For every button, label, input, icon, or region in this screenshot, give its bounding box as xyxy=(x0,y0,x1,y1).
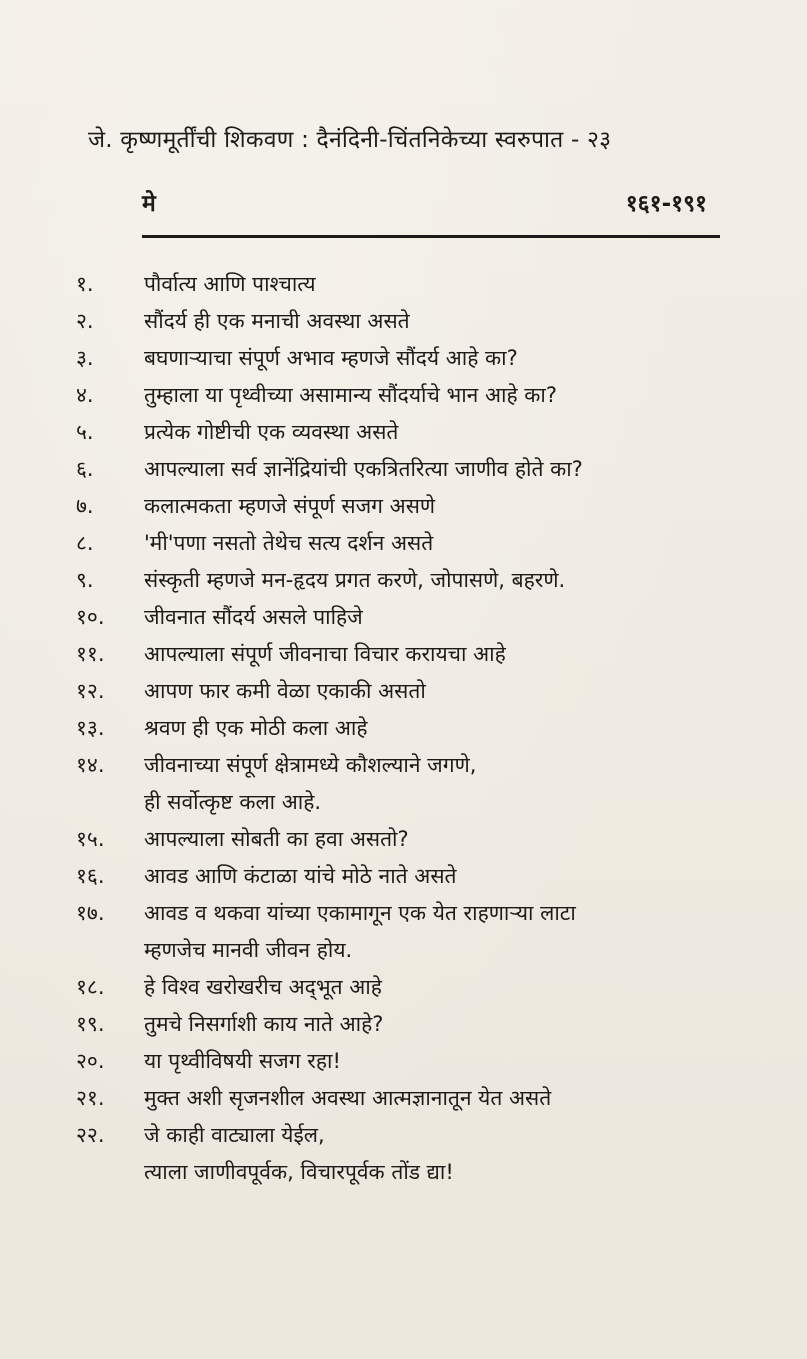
item-title xyxy=(144,488,736,525)
list-item xyxy=(76,562,736,599)
month-label: मे xyxy=(142,191,156,217)
list-item xyxy=(76,969,736,1006)
item-title-line: पौर्वात्य आणि पाश्चात्य xyxy=(144,272,316,296)
item-number: २०. xyxy=(76,1049,105,1073)
item-title xyxy=(144,673,736,710)
item-number: १२. xyxy=(76,679,105,703)
item-number: ४. xyxy=(76,383,94,407)
item-title-line: 'मी'पणा नसतो तेथेच सत्य दर्शन असते xyxy=(144,531,434,555)
item-title xyxy=(144,1080,736,1117)
item-title-line: आपल्याला सर्व ज्ञानेंद्रियांची एकत्रितरित्या जाणीव होते का? xyxy=(144,457,583,481)
list-item xyxy=(76,895,736,969)
item-title xyxy=(144,969,736,1006)
item-number: ८. xyxy=(76,531,94,555)
item-number: ९. xyxy=(76,568,94,592)
item-number: २२. xyxy=(76,1123,105,1147)
item-title xyxy=(144,599,736,636)
item-title-line: बघणाऱ्याचा संपूर्ण अभाव म्हणजे सौंदर्य आहे का? xyxy=(144,346,518,370)
item-number: ६. xyxy=(76,457,94,481)
list-item xyxy=(76,266,736,303)
item-title-line: आपल्याला संपूर्ण जीवनाचा विचार करायचा आहे xyxy=(144,642,506,666)
item-number: २. xyxy=(76,309,94,333)
item-title-line: म्हणजेच मानवी जीवन होय. xyxy=(144,938,353,962)
list-item xyxy=(76,821,736,858)
item-number: २१. xyxy=(76,1086,105,1110)
list-item xyxy=(76,414,736,451)
item-title-line: प्रत्येक गोष्टीची एक व्यवस्था असते xyxy=(144,420,399,444)
item-number: १७. xyxy=(76,901,105,925)
list-item xyxy=(76,340,736,377)
item-title-line: त्याला जाणीवपूर्वक, विचारपूर्वक तोंड द्या! xyxy=(144,1160,454,1184)
item-number: १०. xyxy=(76,605,105,629)
item-number: १८. xyxy=(76,975,105,999)
item-number: १३. xyxy=(76,716,105,740)
item-number: १. xyxy=(76,272,94,296)
item-title xyxy=(144,636,736,673)
list-item xyxy=(76,858,736,895)
item-number: १५. xyxy=(76,827,105,851)
item-number: ३. xyxy=(76,346,94,370)
item-title xyxy=(144,858,736,895)
item-title xyxy=(144,1117,736,1191)
item-title xyxy=(144,895,736,969)
running-title: जे. कृष्णमूर्तींची शिकवण : दैनंदिनी-चिंतनिकेच्या स्वरुपात - २३ xyxy=(88,127,612,153)
item-number: १४. xyxy=(76,753,105,777)
list-item xyxy=(76,303,736,340)
item-title-line: या पृथ्वीविषयी सजग रहा! xyxy=(144,1049,341,1073)
item-title-line: आपण फार कमी वेळा एकाकी असतो xyxy=(144,679,426,703)
list-item xyxy=(76,747,736,821)
item-title-line: मुक्त अशी सृजनशील अवस्था आत्मज्ञानातून येत असते xyxy=(144,1086,552,1110)
item-title-line: जीवनाच्या संपूर्ण क्षेत्रामध्ये कौशल्याने जगणे, xyxy=(144,753,477,777)
list-item xyxy=(76,636,736,673)
item-number: ११. xyxy=(76,642,105,666)
list-item xyxy=(76,1080,736,1117)
contents-list xyxy=(76,266,736,1191)
item-title xyxy=(144,377,736,414)
list-item xyxy=(76,1043,736,1080)
item-title xyxy=(144,414,736,451)
item-title-line: आवड आणि कंटाळा यांचे मोठे नाते असते xyxy=(144,864,457,888)
item-title-line: ही सर्वोत्कृष्ट कला आहे. xyxy=(144,790,322,814)
list-item xyxy=(76,525,736,562)
item-title-line: आवड व थकवा यांच्या एकामागून एक येत राहणाऱ्या लाटा xyxy=(144,901,576,925)
item-title-line: तुमचे निसर्गाशी काय नाते आहे? xyxy=(144,1012,384,1036)
item-title-line: सौंदर्य ही एक मनाची अवस्था असते xyxy=(144,309,410,333)
item-title xyxy=(144,1006,736,1043)
list-item xyxy=(76,673,736,710)
list-item xyxy=(76,1006,736,1043)
item-number: १९. xyxy=(76,1012,105,1036)
item-title-line: जीवनात सौंदर्य असले पाहिजे xyxy=(144,605,363,629)
list-item xyxy=(76,451,736,488)
item-title xyxy=(144,710,736,747)
item-title xyxy=(144,1043,736,1080)
header-divider xyxy=(142,235,720,238)
list-item xyxy=(76,377,736,414)
item-title xyxy=(144,821,736,858)
item-title xyxy=(144,340,736,377)
list-item xyxy=(76,599,736,636)
item-title-line: तुम्हाला या पृथ्वीच्या असामान्य सौंदर्याचे भान आहे का? xyxy=(144,383,557,407)
item-title-line: श्रवण ही एक मोठी कला आहे xyxy=(144,716,368,740)
item-title xyxy=(144,266,736,303)
item-title xyxy=(144,303,736,340)
item-title xyxy=(144,562,736,599)
item-title xyxy=(144,747,736,821)
item-number: ५. xyxy=(76,420,94,444)
item-number: ७. xyxy=(76,494,94,518)
list-item xyxy=(76,488,736,525)
item-title xyxy=(144,525,736,562)
list-item xyxy=(76,1117,736,1191)
item-title-line: हे विश्व खरोखरीच अद्‌भूत आहे xyxy=(144,975,382,999)
item-title-line: कलात्मकता म्हणजे संपूर्ण सजग असणे xyxy=(144,494,436,518)
item-title-line: संस्कृती म्हणजे मन-हृदय प्रगत करणे, जोपासणे, बहरणे. xyxy=(144,568,566,592)
item-title-line: आपल्याला सोबती का हवा असतो? xyxy=(144,827,409,851)
list-item xyxy=(76,710,736,747)
page-range: १६१-१९१ xyxy=(625,191,707,217)
item-number: १६. xyxy=(76,864,105,888)
item-title-line: जे काही वाट्याला येईल, xyxy=(144,1123,325,1147)
item-title xyxy=(144,451,736,488)
